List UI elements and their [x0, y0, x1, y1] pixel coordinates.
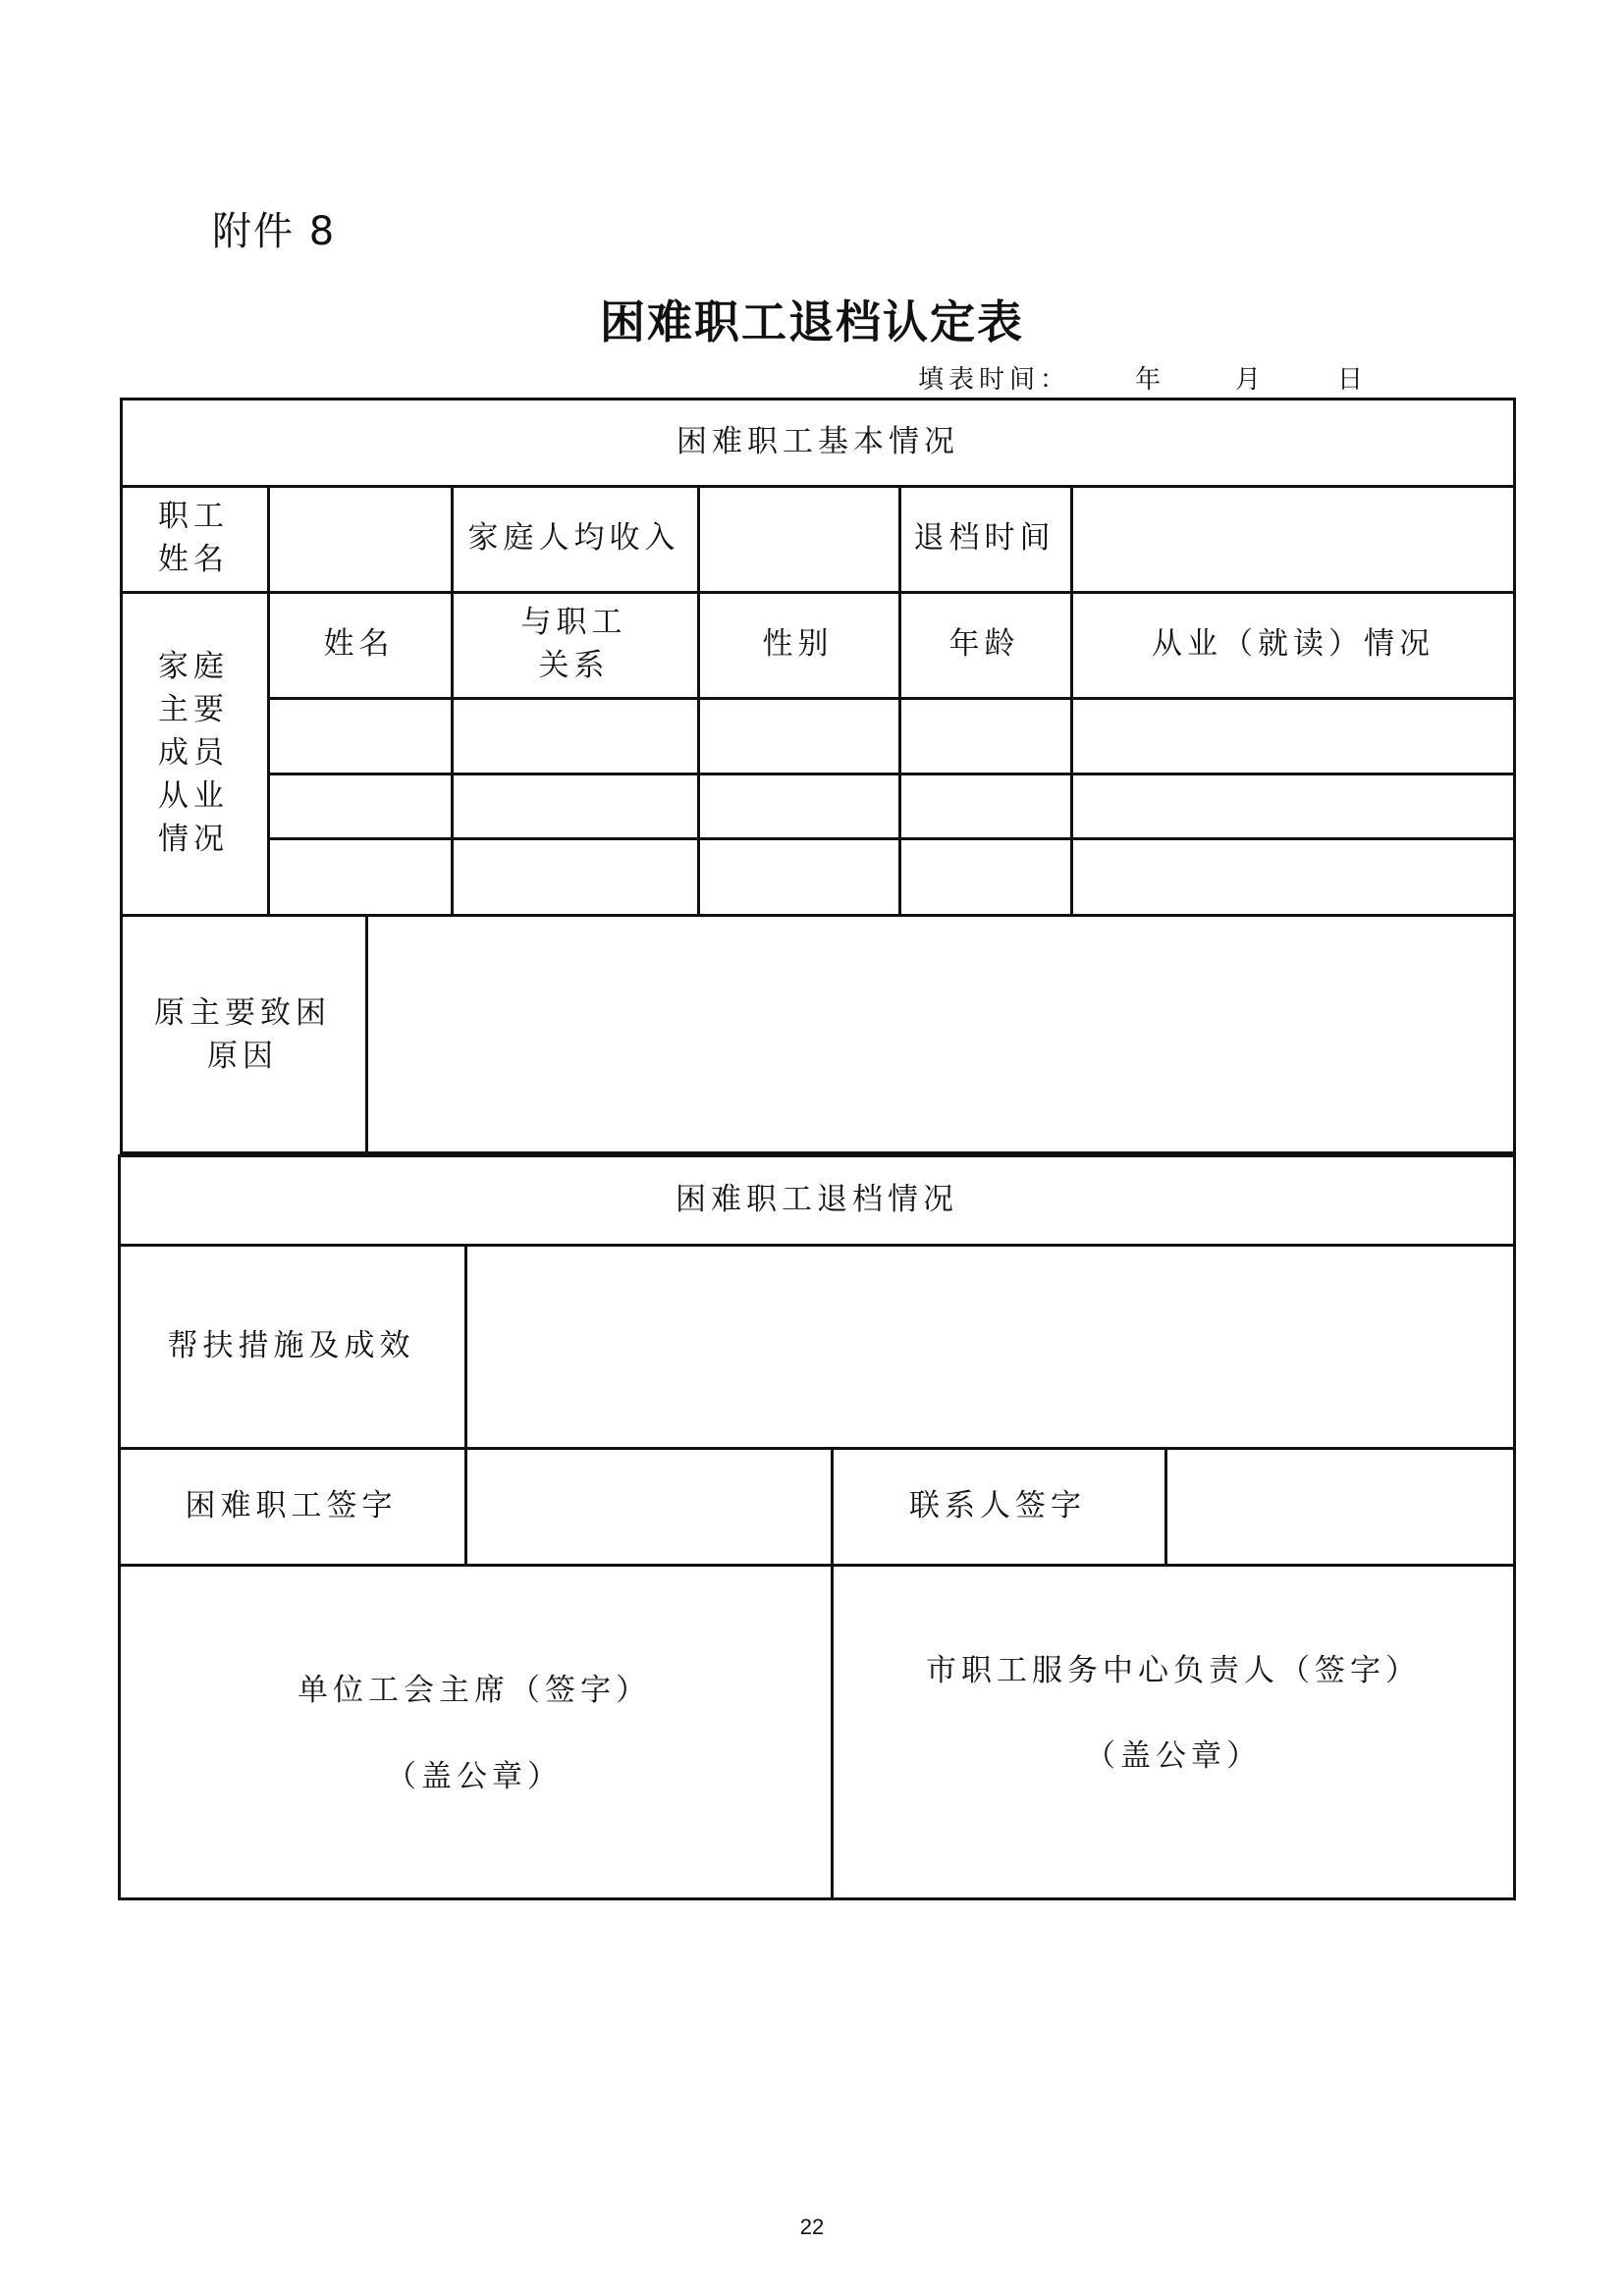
employee-name-field[interactable] — [270, 488, 451, 591]
contact-signature-field[interactable] — [1167, 1450, 1516, 1564]
family-column-occupation: 从业（就读）情况 — [1152, 626, 1435, 662]
household-income-field[interactable] — [700, 488, 898, 591]
measures-field[interactable] — [467, 1247, 1516, 1447]
contact-signature-label: 联系人签字 — [909, 1487, 1086, 1523]
year-label: 年 — [1135, 365, 1166, 395]
employee-signature-label: 困难职工签字 — [185, 1487, 398, 1523]
family-column-relation: 与职工 关系 — [520, 605, 627, 683]
divider-line — [118, 1564, 1516, 1567]
original-cause-label: 原主要致困 原因 — [154, 994, 331, 1074]
employee-name-label: 职工 姓名 — [158, 499, 229, 577]
family-column-age: 年龄 — [948, 626, 1020, 662]
household-income-label: 家庭人均收入 — [467, 520, 680, 556]
exit-time-label: 退档时间 — [913, 520, 1056, 556]
basic-section-heading: 困难职工基本情况 — [677, 423, 959, 459]
measures-label: 帮扶措施及成效 — [167, 1327, 415, 1363]
family-row-2[interactable] — [270, 775, 1516, 837]
employee-signature-field[interactable] — [467, 1450, 831, 1564]
original-cause-field[interactable] — [368, 917, 1516, 1154]
page-number: 22 — [799, 2215, 825, 2239]
family-section-label: 家庭 主要 成员 从业 情况 — [158, 648, 229, 857]
union-seal-label: （盖公章） — [386, 1759, 563, 1794]
fill-date-label: 填表时间： — [918, 365, 1071, 395]
family-row-1[interactable] — [270, 700, 1516, 773]
form-title: 困难职工退档认定表 — [600, 295, 1024, 348]
day-label: 日 — [1337, 365, 1369, 395]
month-label: 月 — [1235, 365, 1267, 395]
exit-section-heading: 困难职工退档情况 — [676, 1181, 958, 1217]
family-row-3[interactable] — [270, 840, 1516, 914]
center-seal-label: （盖公章） — [1085, 1738, 1262, 1774]
family-column-gender: 性别 — [762, 626, 834, 662]
union-chair-signature-label: 单位工会主席（签字） — [298, 1673, 651, 1708]
center-head-signature-label: 市职工服务中心负责人（签字） — [926, 1653, 1421, 1688]
exit-time-field[interactable] — [1073, 488, 1516, 591]
family-column-name: 姓名 — [323, 626, 395, 662]
attachment-label: 附件 8 — [212, 209, 337, 254]
